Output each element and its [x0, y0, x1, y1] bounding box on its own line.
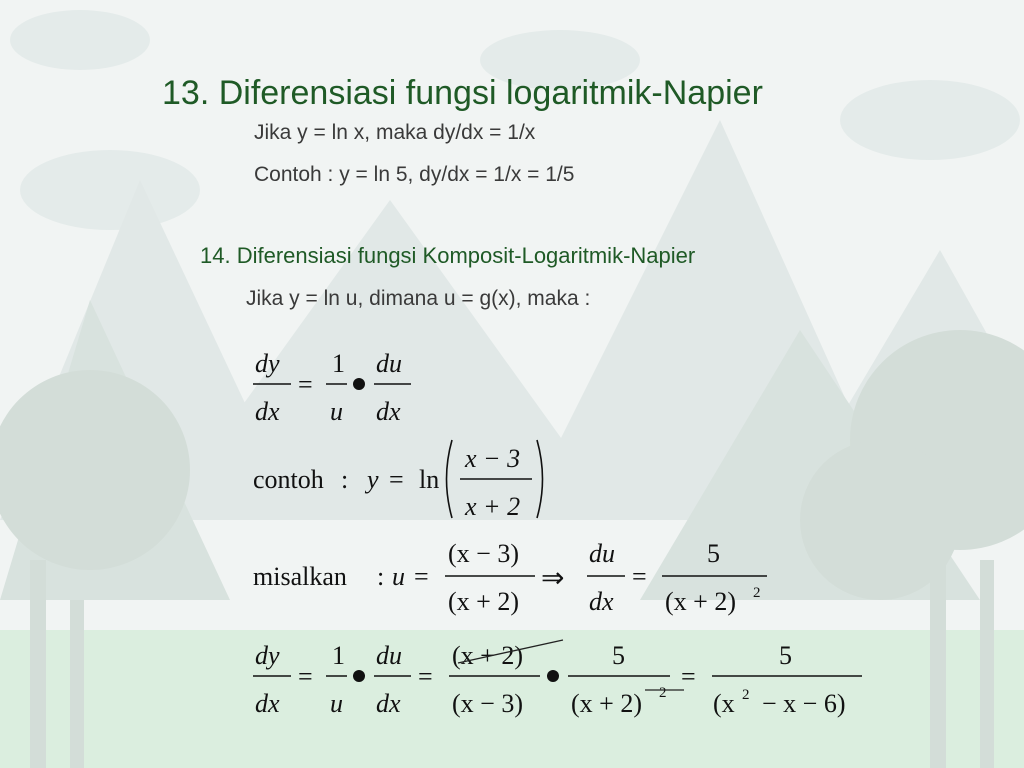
section-14-heading: 14. Diferensiasi fungsi Komposit-Logaritmik-Napier: [200, 243, 696, 268]
svg-text:x − 3: x − 3: [465, 444, 521, 473]
svg-text::: :: [341, 465, 349, 494]
svg-text:dx: dx: [376, 397, 401, 426]
svg-text:misalkan: misalkan: [253, 562, 347, 591]
svg-text:y: y: [367, 465, 379, 494]
svg-text:=: =: [298, 662, 313, 691]
svg-text:dy: dy: [255, 349, 280, 378]
svg-text:=: =: [389, 465, 404, 494]
svg-text:dy: dy: [255, 641, 280, 670]
svg-text:=: =: [632, 562, 647, 591]
svg-text:dx: dx: [255, 397, 280, 426]
rule-14-text: Jika y = ln u, dimana u = g(x), maka :: [246, 287, 591, 310]
svg-text:(x − 3): (x − 3): [448, 539, 519, 568]
slide-title: 13. Diferensiasi fungsi logaritmik-Napier: [162, 74, 763, 112]
svg-text:2: 2: [753, 585, 761, 601]
svg-text:ln: ln: [419, 465, 440, 494]
svg-text:5: 5: [707, 539, 720, 568]
svg-text:− x − 6): − x − 6): [762, 689, 846, 718]
example-formula: [253, 440, 543, 521]
svg-text:1: 1: [332, 349, 345, 378]
svg-text:(x + 2): (x + 2): [452, 641, 523, 670]
substitution-formula: [253, 539, 767, 616]
svg-text:5: 5: [779, 641, 792, 670]
chain-rule-formula: [253, 349, 411, 426]
svg-text:x + 2: x + 2: [465, 492, 521, 521]
svg-text:=: =: [418, 662, 433, 691]
svg-text:u: u: [330, 689, 343, 718]
svg-text:2: 2: [742, 687, 750, 703]
result-formula: [253, 640, 862, 718]
svg-text:(x − 3): (x − 3): [452, 689, 523, 718]
rule-13-text: Jika y = ln x, maka dy/dx = 1/x: [254, 121, 536, 144]
svg-text:du: du: [376, 641, 402, 670]
svg-text:=: =: [414, 562, 429, 591]
svg-text:du: du: [589, 539, 615, 568]
svg-text:du: du: [376, 349, 402, 378]
svg-text:(x: (x: [713, 689, 735, 718]
svg-text:dx: dx: [255, 689, 280, 718]
svg-text:(x + 2): (x + 2): [571, 689, 642, 718]
svg-text:dx: dx: [589, 587, 614, 616]
svg-text:u: u: [330, 397, 343, 426]
svg-text:=: =: [681, 662, 696, 691]
svg-text:2: 2: [659, 685, 667, 701]
svg-text:dx: dx: [376, 689, 401, 718]
svg-text:contoh: contoh: [253, 465, 324, 494]
svg-text:1: 1: [332, 641, 345, 670]
svg-text:5: 5: [612, 641, 625, 670]
svg-text:(x + 2): (x + 2): [448, 587, 519, 616]
svg-text:(x + 2): (x + 2): [665, 587, 736, 616]
svg-text:=: =: [298, 370, 313, 399]
svg-text:u: u: [392, 562, 405, 591]
svg-text::: :: [377, 562, 385, 591]
svg-text:⇒: ⇒: [541, 563, 565, 594]
example-13-text: Contoh : y = ln 5, dy/dx = 1/x = 1/5: [254, 163, 575, 186]
